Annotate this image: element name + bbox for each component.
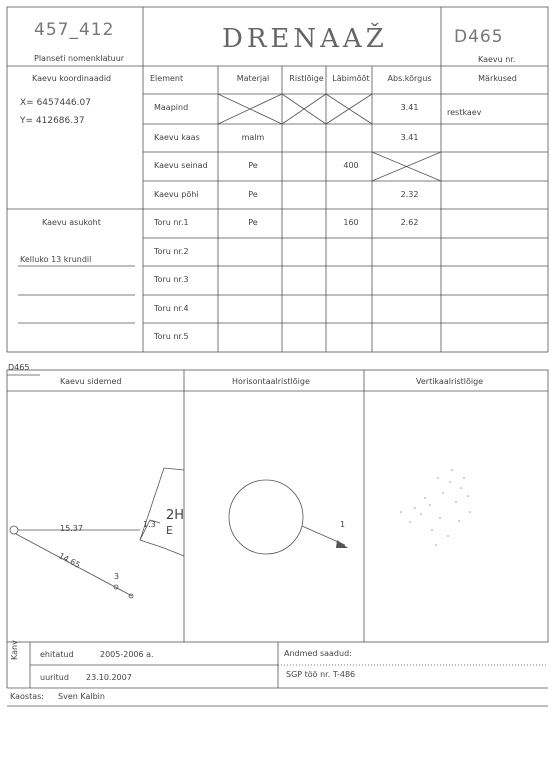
panel-horizontal-title: Horisontaalristlõige (232, 377, 310, 386)
table-cell-element: Kaevu põhi (154, 190, 199, 199)
table-header-cell: Element (150, 74, 184, 83)
table-cell-element: Toru nr.3 (154, 275, 189, 284)
building-label-2: E (166, 524, 173, 537)
table-cell-element: Maapind (154, 103, 189, 112)
table-cell-material: Pe (248, 190, 258, 199)
distance-label-2: 14.65 (57, 551, 82, 570)
coord-y: Y= 412686.37 (20, 116, 85, 126)
well-caption: Kaevu nr. (478, 55, 516, 64)
surveyed-value: 23.10.2007 (86, 673, 132, 682)
table-cell-height: 3.41 (400, 103, 419, 112)
table-cell-element: Toru nr.2 (154, 247, 189, 256)
table-cell-element: Kaevu kaas (154, 133, 200, 142)
table-header-cell: Märkused (478, 74, 517, 83)
lower-well-id: D465 (8, 363, 30, 372)
table-cell-material: Pe (248, 218, 258, 227)
table-cell-element: Toru nr.4 (154, 304, 189, 313)
building-label: 2H (166, 508, 185, 523)
panel-links-title: Kaevu sidemed (60, 377, 122, 386)
table-cell-material: malm (241, 133, 265, 142)
well-id: D465 (454, 27, 504, 47)
page-title: DRENAAŽ (222, 24, 388, 54)
surveyed-label: uuritud (40, 673, 69, 682)
table-cell-element: Kaevu seinad (154, 161, 208, 170)
sheet-number: 457_412 (34, 20, 115, 40)
coords-heading: Kaevu koordinaadid (32, 74, 112, 83)
location-heading: Kaevu asukoht (42, 218, 101, 227)
author-label: Kaostas: (10, 692, 44, 701)
point-label: 3 (114, 572, 120, 581)
table-header-cell: Läbimõõt (332, 74, 370, 83)
author-value: Sven Kalbin (58, 692, 105, 701)
table-header-cell: Materjal (236, 74, 270, 83)
built-label: ehitatud (40, 650, 74, 659)
panel-vertical-title: Vertikaalristlõige (416, 377, 484, 386)
source-value: SGP töö nr. T-486 (286, 670, 356, 679)
location-value: Kelluko 13 krundil (20, 255, 92, 264)
pipe-label: 1 (340, 520, 346, 529)
coord-x: X= 6457446.07 (20, 98, 91, 108)
table-cell-height: 2.62 (400, 218, 419, 227)
built-value: 2005-2006 a. (100, 650, 154, 659)
table-cell-notes: restkaev (447, 108, 482, 117)
distance-label-1: 15.37 (60, 524, 83, 533)
table-cell-material: Pe (248, 161, 258, 170)
table-cell-element: Toru nr.5 (154, 332, 189, 341)
source-label: Andmed saadud: (284, 649, 352, 658)
table-header-cell: Abs.kõrgus (387, 74, 432, 83)
table-cell-height: 2.32 (400, 190, 419, 199)
side-label: Kanv (10, 640, 19, 660)
table-cell-height: 3.41 (400, 133, 419, 142)
table-cell-diameter: 160 (343, 218, 359, 227)
table-header-cell: Ristlõige (289, 74, 324, 83)
building-small-label: 1.3 (143, 520, 156, 529)
sheet-caption: Planseti nomenklatuur (34, 54, 125, 63)
table-cell-diameter: 400 (343, 161, 359, 170)
table-cell-element: Toru nr.1 (154, 218, 189, 227)
